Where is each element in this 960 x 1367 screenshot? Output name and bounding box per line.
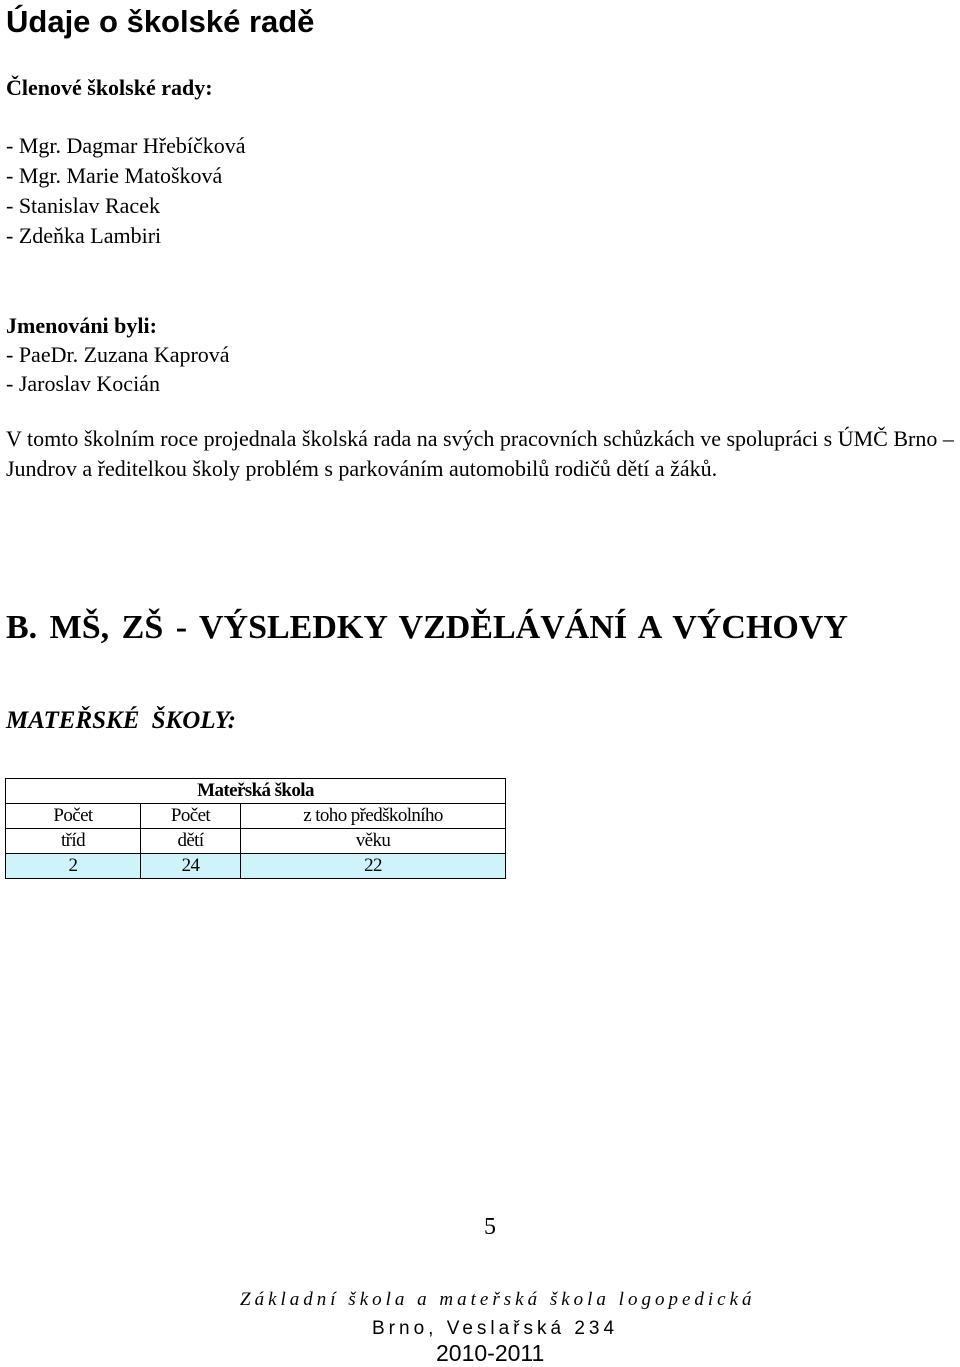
footer-address: Brno, Veslařská 234 [372,1318,619,1339]
appointed-label: Jmenováni byli: [6,313,157,338]
table-caption: Mateřská škola [6,779,506,804]
table-header-cell: dětí [141,829,241,854]
table-header-row [6,804,506,829]
footer-year: 2010-2011 [436,1340,545,1366]
table-cell: 2 [6,854,141,879]
council-paragraph: V tomto školním roce projednala školská rada na svých pracovních schůzkách ve spolupráci s ÚMČ Brno – Jundrov a ředitelkou školy problém s parkováním automobilů rodičů dětí a žáků. [6,426,954,481]
member-item: - Stanislav Racek [6,193,160,218]
table-caption-row [6,779,506,804]
table-header-cell: věku [241,829,506,854]
page-number: 5 [484,1214,496,1240]
table-cell: 24 [141,854,241,879]
member-item: - Zdeňka Lambiri [6,223,162,248]
table-row [6,854,506,879]
appointed-item: - PaeDr. Zuzana Kaprová [6,342,230,367]
table-header-cell: Počet [141,804,241,829]
table-header-cell: z toho předškolního [241,804,506,829]
table-header-row [6,829,506,854]
appointed-item: - Jaroslav Kocián [6,371,160,396]
table-cell: 22 [241,854,506,879]
footer-school-name: Základní škola a mateřská škola logopedická [240,1289,756,1310]
table-header-cell: tříd [6,829,141,854]
section-title: B. MŠ, ZŠ - VÝSLEDKY VZDĚLÁVÁNÍ A VÝCHOVY [6,609,848,646]
page-heading: Údaje o školské radě [6,4,315,39]
member-item: - Mgr. Dagmar Hřebíčková [6,133,246,158]
table-header-cell: Počet [6,804,141,829]
members-label: Členové školské rady: [6,75,213,100]
subsection-title: MATEŘSKÉ ŠKOLY: [6,707,236,734]
kindergarten-table [5,778,506,879]
member-item: - Mgr. Marie Matošková [6,163,223,188]
